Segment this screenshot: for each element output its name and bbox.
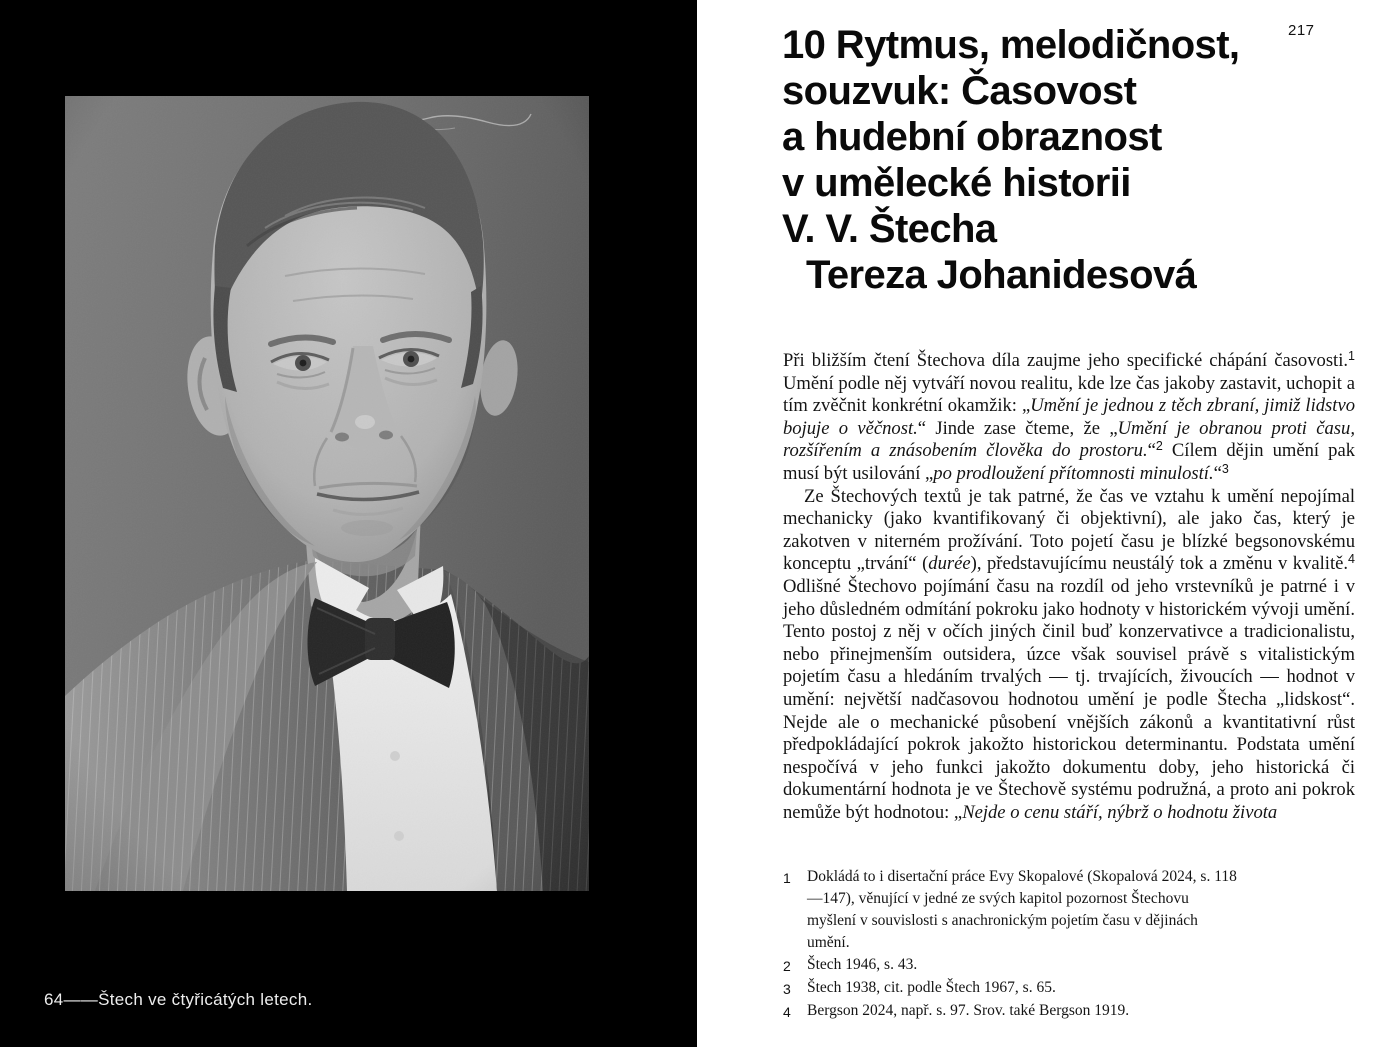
footnote-reference: 2 [1155,439,1163,454]
footnote-number: 1 [783,870,791,886]
author-name: Tereza Johanidesová [806,253,1197,297]
footnote-text: Štech 1946, s. 43. [807,956,918,973]
chapter-title [782,22,1342,298]
footnotes [783,866,1253,1023]
body-run: “ [1213,462,1222,484]
left-page [0,0,697,1047]
title-line-1: 10 Rytmus, melodičnost, [782,23,1240,67]
footnote-text: Bergson 2024, např. s. 97. Srov. také Bergson 1919. [807,1002,1130,1019]
body-run: ), představujícímu neustálý tok a změnu v kvalitě. [970,553,1349,575]
footnote-row [783,1000,1253,1023]
body-text [783,350,1355,824]
body-run: Cílem dějin umění pak musí být usilování „ [783,440,1355,484]
body-run: Ze Štechových textů je tak patrné, že čas ve vztahu k umění nepojímal mechanicky (jako kvantifikovaný či objektivní), ale jako čas, který je zakotven v niterném prožívání. Toto pojetí času je blízké begsonovskému konceptu „trvání“ ( [783,485,1355,575]
title-line-4: v umělecké historii [782,161,1131,205]
body-run: Umění podle něj vytváří novou realitu, kde lze čas jakoby zastavit, uchopit a tím zvěčnit konkrétní okamžik: „ [783,372,1355,417]
quoted-italic-text: Umění je obranou proti času, rozšířením a znásobením člověka do prostoru. [783,417,1355,462]
body-run: “ Jinde zase čteme, že „ [917,417,1118,439]
page-number: 217 [1288,22,1315,39]
portrait-photo [65,96,589,891]
right-page [697,0,1395,1047]
footnote-row [783,866,1253,954]
footnote-text: Dokládá to i disertační práce Evy Skopalové (Skopalová 2024, s. 118—147), věnující v jedné ze svých kapitol pozornost Štechovu myšlení v souvislosti s anachronickým pojetím času v dějinách umění. [807,868,1237,951]
quoted-italic-text: durée [928,553,971,575]
footnote-number: 4 [783,1004,791,1020]
footnote-reference: 1 [1348,349,1355,363]
footnote-reference: 3 [1221,461,1229,476]
footnote-number: 2 [783,958,791,974]
quoted-italic-text: Umění je jednou z těch zbraní, jimiž lidstvo bojuje o věčnost. [783,395,1355,439]
portrait-illustration [65,96,589,891]
footnote-number: 3 [783,981,791,997]
quoted-italic-text: Nejde o cenu stáří, nýbrž o hodnotu života [962,801,1278,823]
footnote-row [783,954,1253,977]
footnote-reference: 4 [1348,552,1355,567]
body-run: Odlišné Štechovo pojímání času na rozdíl od jeho vrstevníků je patrné i v jeho důsledném odmítání pokroku jako hodnoty v historickém vývoji umění. Tento postoj z něj v očích jiných činil buď konzervativce a tradicionalistu, nebo přinejmenším outsidera, úzce však souvisel právě s vitalistickým pojetím času a hledáním trvalých — tj. trvajících, živoucích — hodnot v umění: největší nadčasovou hodnotou umění je podle Štecha „lidskost“. Nejde ale o mechanické působení vnějších zákonů a kvantitativní růst předpokládající pokrok jakožto historickou determinantu. Podstata umění nespočívá v jeho funkci jakožto dokumentu doby, jeho historická či dokumentární hodnota je ve Štechově systému podružná, a proto ani pokrok nemůže být hodnotou: „ [783,575,1355,823]
title-line-5: V. V. Štecha [782,207,997,251]
photo-caption: 64——Štech ve čtyřicátých letech. [44,990,313,1009]
paragraph [783,486,1355,825]
footnote-text: Štech 1938, cit. podle Štech 1967, s. 65. [807,979,1056,996]
footnote-row [783,977,1253,1000]
quoted-italic-text: po prodloužení přítomnosti minulostí. [933,462,1214,484]
title-line-2: souzvuk: Časovost [782,69,1137,113]
body-run: Při bližším čtení Štechova díla zaujme jeho specifické chápání časovosti. [783,350,1349,371]
body-run: “ [1147,440,1156,462]
title-line-3: a hudební obraznost [782,115,1162,159]
paragraph [783,350,1355,486]
